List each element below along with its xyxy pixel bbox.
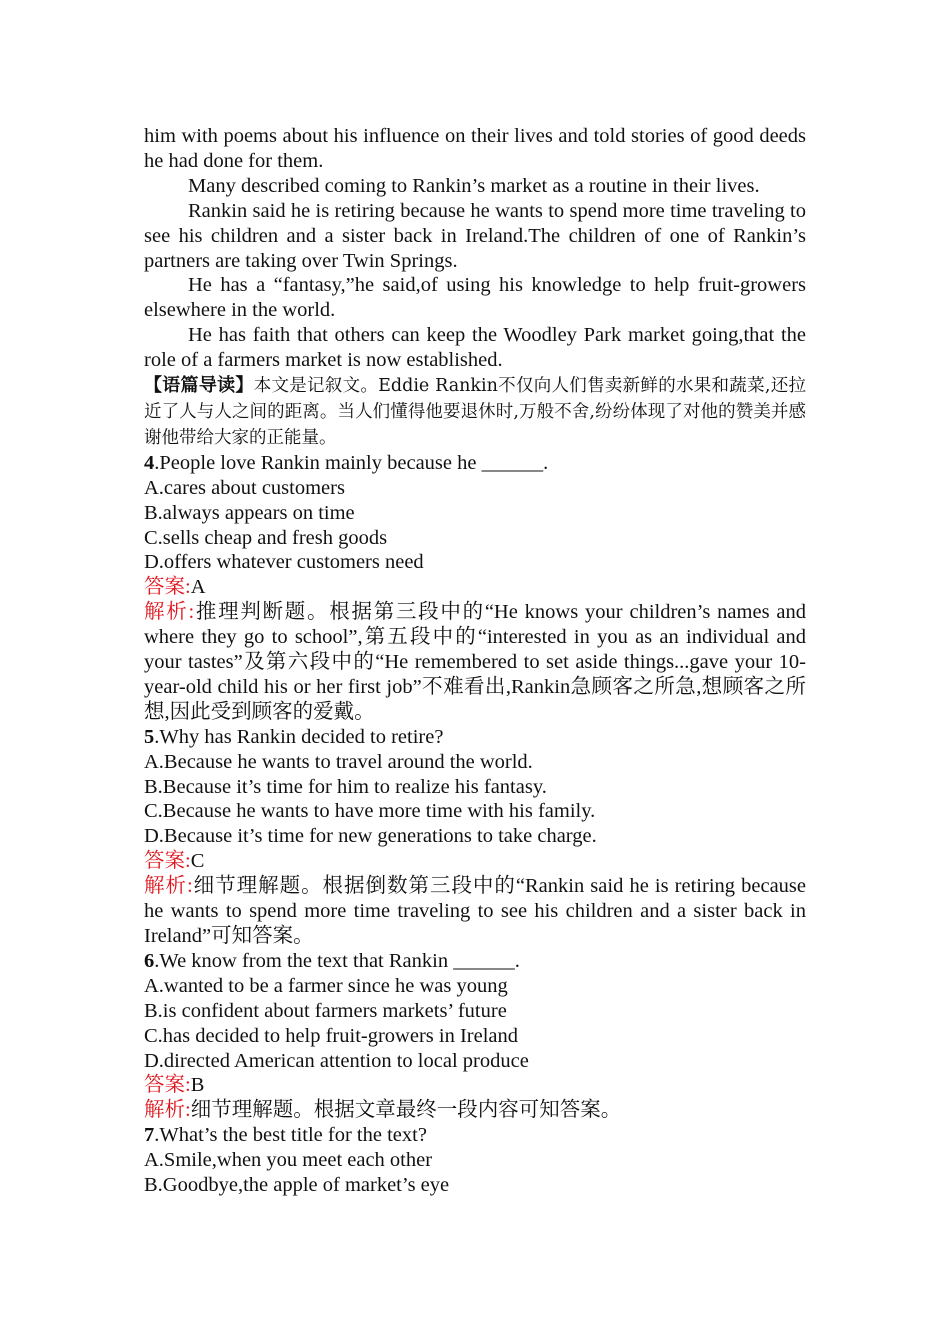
question-stem [144,1123,806,1148]
analysis-line [144,600,806,725]
option: B.always appears on time [144,501,355,524]
question-6 [144,949,806,1123]
option: C.has decided to help fruit-growers in Ireland [144,1024,519,1047]
option: C.sells cheap and fresh goods [144,526,388,549]
answer-label: 答案: [144,576,191,599]
question-5 [144,725,806,949]
answer-label: 答案: [144,850,191,873]
question-4 [144,451,806,725]
answer-line [144,575,806,600]
passage-guide [144,373,806,451]
option: A.cares about customers [144,476,345,499]
question-number: 6 [144,949,155,972]
option: C.Because he wants to have more time with his family. [144,800,596,823]
question-7 [144,1123,806,1198]
analysis-label: 解析: [144,1099,191,1122]
analysis-line [144,874,806,949]
question-number: 4 [144,451,155,474]
answer-line [144,849,806,874]
question-text: .What’s the best title for the text? [154,1124,427,1147]
passage-paragraph: Rankin said he is retiring because he wants to spend more time traveling to see his children and a sister back in Ireland.The children of one of Rankin’s partners are taking over Twin Springs. [144,199,806,272]
answer-line [144,1073,806,1098]
document-page [144,124,806,1198]
question-text: .Why has Rankin decided to retire? [154,725,444,748]
question-stem [144,725,806,750]
option: D.offers whatever customers need [144,551,424,574]
passage [144,124,806,373]
passage-paragraph: He has a “fantasy,”he said,of using his knowledge to help fruit-growers elsewhere in the world. [144,274,806,322]
answer-value: C [190,850,205,873]
analysis-line [144,1098,806,1123]
option: A.wanted to be a farmer since he was young [144,974,508,997]
analysis-text: 细节理解题。根据文章最终一段内容可知答案。 [190,1099,622,1122]
passage-paragraph: him with poems about his influence on their lives and told stories of good deeds he had done for them. [144,125,806,172]
analysis-text: 细节理解题。根据倒数第三段中的“Rankin said he is retiring because he wants to spend more time traveling to see his children and a sister back in Ireland”可知答案。 [144,875,806,947]
option: D.directed American attention to local produce [144,1049,529,1072]
analysis-label: 解析: [144,601,195,624]
answer-label: 答案: [144,1074,191,1097]
analysis-text: 推理判断题。根据第三段中的“He knows your children’s names and where they go to school”,第五段中的“interested in you as an individual and your tastes”及第六段中的“He remembered to set aside things...gave your 10-year-old child his or her first job”不难看出,Rankin急顾客之所急,想顾客之所想,因此受到顾客的爱戴。 [144,601,806,723]
answer-value: B [190,1074,205,1097]
guide-label: 【语篇导读】 [144,375,254,397]
option: B.Because it’s time for him to realize his fantasy. [144,775,547,798]
question-text: .We know from the text that Rankin ______. [154,949,520,972]
question-number: 5 [144,725,155,748]
answer-value: A [190,576,206,599]
option: B.Goodbye,the apple of market’s eye [144,1174,450,1197]
question-number: 7 [144,1124,155,1147]
option: A.Smile,when you meet each other [144,1149,433,1172]
guide-text: 本文是记叙文。Eddie Rankin不仅向人们售卖新鲜的水果和蔬菜,还拉近了人与人之间的距离。当人们懂得他要退休时,万般不舍,纷纷体现了对他的赞美并感谢他带给大家的正能量。 [144,376,806,448]
question-text: .People love Rankin mainly because he ______. [154,451,549,474]
option: D.Because it’s time for new generations to take charge. [144,825,597,848]
question-stem [144,451,806,476]
question-stem [144,949,806,974]
analysis-label: 解析: [144,875,193,898]
option: B.is confident about farmers markets’ future [144,999,507,1022]
option: A.Because he wants to travel around the world. [144,750,533,773]
passage-paragraph: Many described coming to Rankin’s market as a routine in their lives. [188,174,760,197]
passage-paragraph: He has faith that others can keep the Woodley Park market going,that the role of a farmers market is now established. [144,324,806,372]
